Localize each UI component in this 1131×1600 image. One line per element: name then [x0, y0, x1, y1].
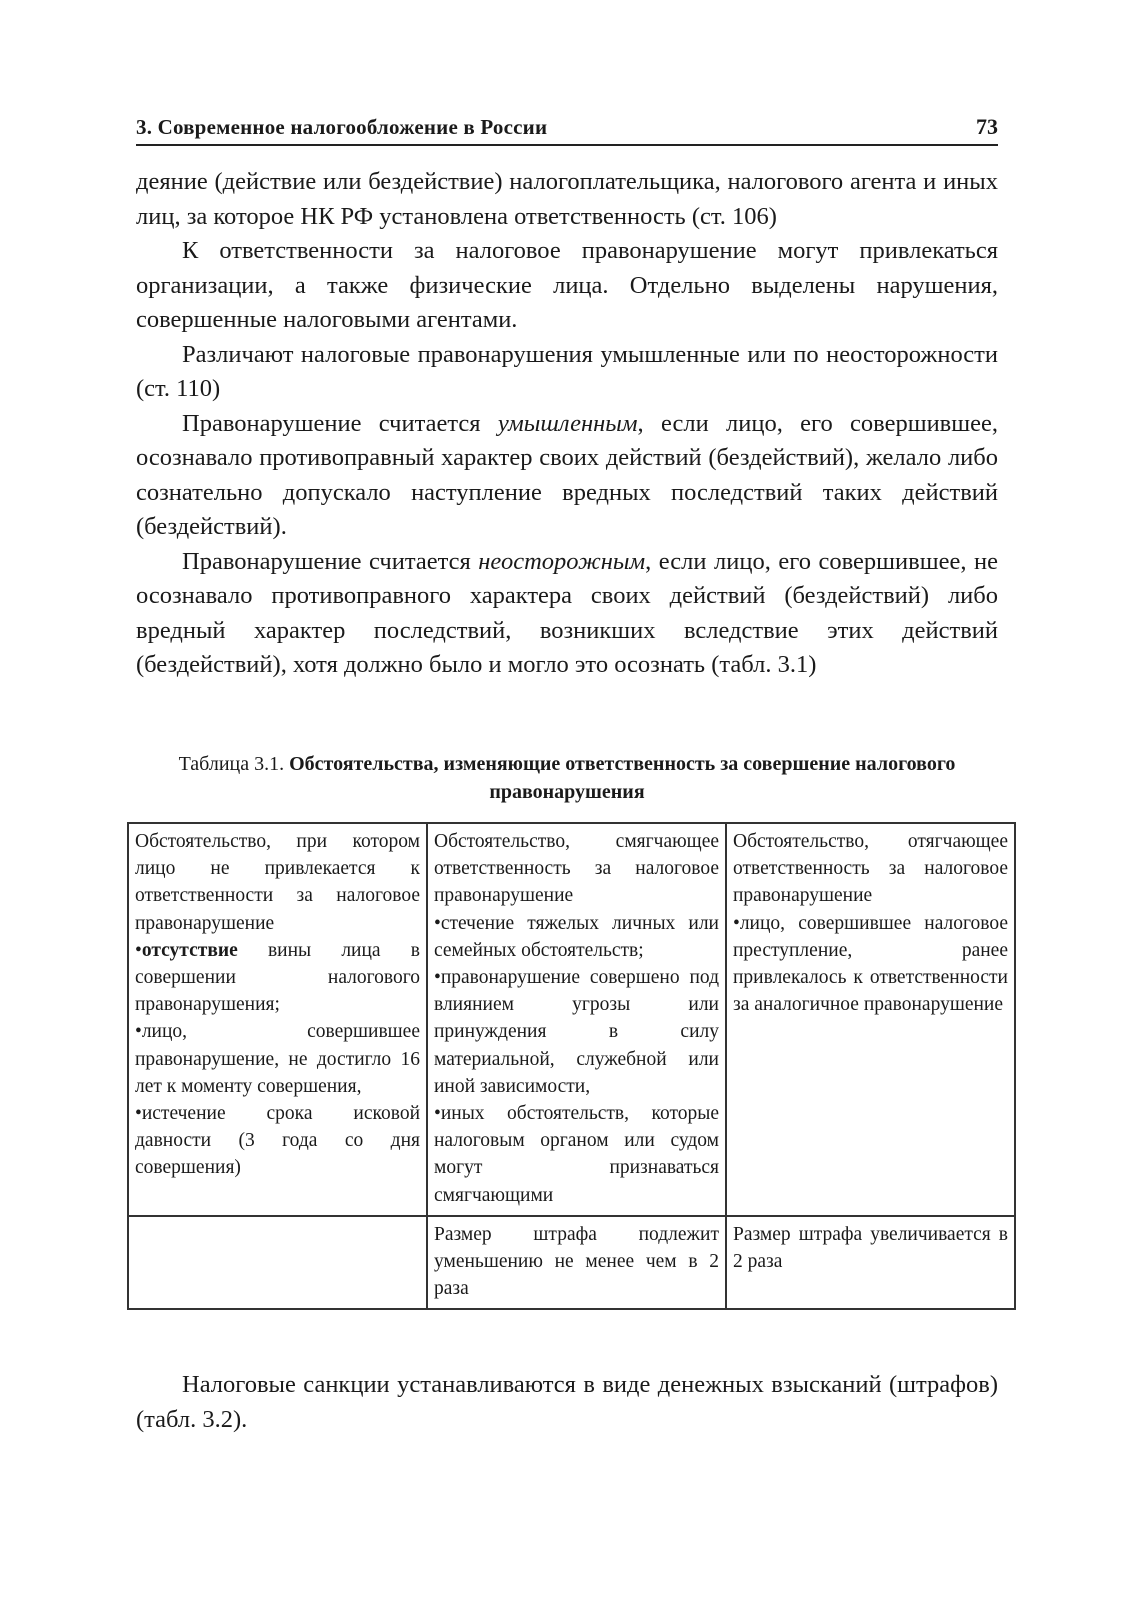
paragraph-intentional — [136, 407, 998, 545]
paragraph-continued: деяние (действие или бездействие) налогоплательщика, налогового агента и иных лиц, за которое НК РФ установлена ответственность (ст. 106) — [136, 168, 998, 230]
list-item — [733, 910, 1008, 1019]
paragraph-negligent — [136, 545, 998, 683]
page-number: 73 — [976, 114, 998, 139]
list-item — [434, 1100, 719, 1209]
term-intentional: умышленным — [497, 409, 638, 437]
running-head — [136, 112, 998, 146]
bullet: • — [135, 1021, 142, 1043]
table-cell — [427, 1216, 726, 1310]
item-text: иных обстоятельств, которые налоговым органом или судом могут признаваться смягчающими — [434, 1103, 719, 1206]
table-cell — [726, 1216, 1015, 1310]
bullet: • — [434, 912, 441, 934]
circumstances-table — [127, 822, 1016, 1310]
term-negligent: неосторожным — [478, 547, 646, 575]
bullet: • — [733, 912, 740, 934]
paragraph-liability: К ответственности за налоговое правонарушение могут привлекаться организации, а также физические лица. Отдельно выделены нарушения, совершенные налоговыми агентами. — [136, 237, 998, 333]
list-item — [434, 910, 719, 964]
list-item — [135, 1018, 420, 1100]
table-cell — [427, 823, 726, 1216]
list-item — [135, 937, 420, 1019]
item-text: правонарушение совершено под влиянием угрозы или принуждения в силу материальной, служебной или иной зависимости, — [434, 967, 719, 1097]
cell-heading: Обстоятельство, смягчающее ответственность за налоговое правонарушение — [434, 831, 719, 907]
text-span: Правонарушение считается — [182, 547, 479, 575]
body-text — [136, 165, 998, 683]
table-cell — [726, 823, 1015, 1216]
table-caption — [136, 750, 998, 806]
caption-prefix: Таблица 3.1. — [178, 753, 290, 775]
text-span: , если лицо, его совершившее, осознавало противоправный характер своих действий (бездействий), желало либо сознательно допускало наступление вредных последствий таких действий (бездействий). — [136, 409, 998, 540]
table-row — [128, 1216, 1015, 1310]
cell-result: Размер штрафа увеличивается в 2 раза — [733, 1223, 1008, 1273]
bullet: • — [135, 939, 142, 961]
table-cell — [128, 823, 427, 1216]
caption-title: Обстоятельства, изменяющие ответственность за совершение налогового правонарушения — [289, 753, 956, 803]
list-item — [135, 1100, 420, 1182]
cell-heading: Обстоятельство, при котором лицо не привлекается к ответственности за налоговое правонарушение — [135, 831, 420, 934]
bullet: • — [434, 967, 441, 989]
item-text: стечение тяжелых личных или семейных обстоятельств; — [434, 912, 719, 961]
paragraph-types: Различают налоговые правонарушения умышленные или по неосторожности (ст. 110) — [136, 340, 998, 402]
cell-heading: Обстоятельство, отягчающее ответственность за налоговое правонарушение — [733, 831, 1008, 907]
cell-result: Размер штрафа подлежит уменьшению не менее чем в 2 раза — [434, 1223, 719, 1300]
text-span: , если лицо, его совершившее, не осознавало противоправного характера своих действий (бездействий) либо вредный характер последствий, возникших вследствие этих действий (бездействий), хотя должно было и могло это осознать (табл. 3.1) — [136, 547, 998, 678]
item-text: лицо, совершившее правонарушение, не достигло 16 лет к моменту совершения, — [135, 1021, 420, 1097]
bullet: • — [434, 1103, 441, 1125]
item-text: лицо, совершившее налоговое преступление, ранее привлекалось к ответственности за аналогичное правонарушение — [733, 912, 1008, 1016]
text-span: Правонарушение считается — [182, 409, 498, 437]
table-cell-empty — [128, 1216, 427, 1310]
item-text: вины лица в совершении налогового правонарушения; — [135, 939, 420, 1016]
table-row — [128, 823, 1015, 1216]
chapter-title: 3. Современное налогообложение в России — [136, 115, 548, 139]
list-item — [434, 964, 719, 1100]
item-lead: отсутствие — [141, 939, 238, 961]
item-text: истечение срока исковой давности (3 года со дня совершения) — [135, 1103, 420, 1179]
bullet: • — [135, 1103, 142, 1125]
paragraph-sanctions: Налоговые санкции устанавливаются в виде денежных взысканий (штрафов) (табл. 3.2). — [136, 1371, 998, 1433]
